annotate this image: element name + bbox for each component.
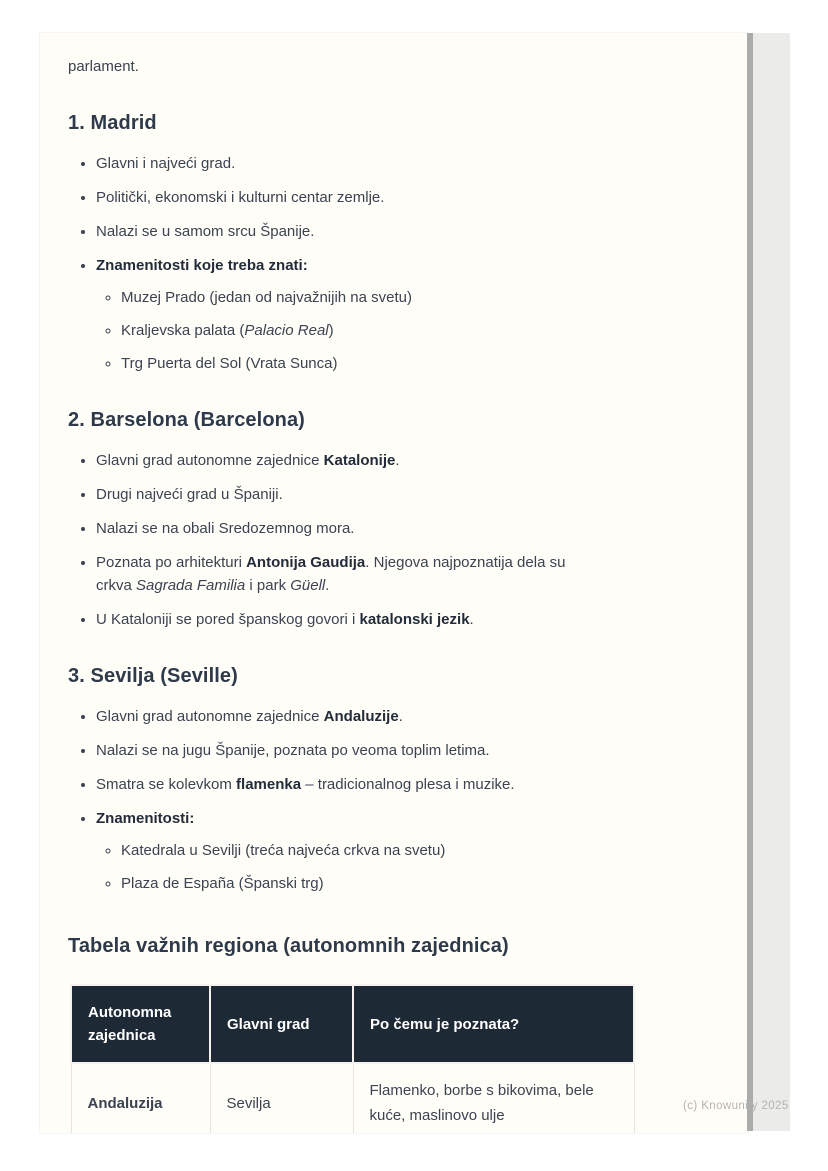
regions-table xyxy=(70,984,635,1133)
text: Nalazi se na jugu Španije, poznata po veoma toplim letima. xyxy=(96,742,490,759)
section-heading: 1. Madrid xyxy=(68,112,157,134)
text: Poznata po arhitekturi xyxy=(96,554,247,571)
list-item xyxy=(96,483,601,506)
italic-text: Palacio Real xyxy=(244,322,329,339)
regions-table-head xyxy=(71,985,634,1063)
text: Politički, ekonomski i kulturni centar zemlje. xyxy=(96,189,385,206)
bold-text: flamenka xyxy=(236,776,302,793)
bold-text: katalonski jezik xyxy=(359,611,470,628)
section-heading: 3. Sevilja (Seville) xyxy=(68,665,238,687)
table-header-cell-known-for: Po čemu je poznata? xyxy=(353,985,634,1063)
regions-table-body xyxy=(71,1063,634,1133)
text: Nalazi se na obali Sredozemnog mora. xyxy=(96,520,355,537)
text: Glavni grad autonomne zajednice xyxy=(96,452,324,469)
text: Plaza de España (Španski trg) xyxy=(121,875,324,892)
list-item xyxy=(96,551,601,597)
bullet-list xyxy=(68,449,708,631)
table-cell xyxy=(353,1063,634,1133)
text: Smatra se kolevkom xyxy=(96,776,237,793)
list-item xyxy=(96,705,601,728)
sub-list-item xyxy=(121,319,601,342)
sub-bullet-list xyxy=(96,286,601,375)
text: Sevilja xyxy=(226,1094,271,1112)
sub-list-item xyxy=(121,872,601,895)
italic-text: Güell xyxy=(290,577,326,594)
text: . xyxy=(395,452,400,469)
text: ) xyxy=(328,322,334,339)
text: . xyxy=(325,577,330,594)
table-cell xyxy=(210,1063,353,1133)
text: Flamenko, borbe s bikovima, bele kuće, maslinovo ulje xyxy=(369,1082,594,1124)
sub-list-item xyxy=(121,839,601,862)
list-item xyxy=(96,152,601,175)
sub-bullet-list xyxy=(96,839,601,895)
section-heading: 2. Barselona (Barcelona) xyxy=(68,409,305,431)
text: Glavni grad autonomne zajednice xyxy=(96,708,324,725)
bold-text: Znamenitosti: xyxy=(96,810,195,827)
table-cell xyxy=(71,1063,210,1133)
list-item xyxy=(96,608,601,631)
bold-text: Andaluzija xyxy=(87,1094,163,1112)
list-item xyxy=(96,220,601,243)
table-header-row xyxy=(71,985,634,1063)
italic-text: Sagrada Familia xyxy=(136,577,246,594)
list-item xyxy=(96,517,601,540)
text: Muzej Prado (jedan od najvažnijih na svetu) xyxy=(121,289,412,306)
text: i park xyxy=(245,577,291,594)
copyright-watermark: (c) Knowunity 2025 xyxy=(683,1100,789,1112)
table-header-cell-capital: Glavni grad xyxy=(210,985,353,1063)
text: Nalazi se u samom srcu Španije. xyxy=(96,223,315,240)
text: . xyxy=(469,611,474,628)
list-item xyxy=(96,807,601,895)
text: Kraljevska palata ( xyxy=(121,322,245,339)
list-item xyxy=(96,186,601,209)
paragraph-parlament: parlament. xyxy=(68,58,139,75)
scrollbar-thumb[interactable] xyxy=(747,33,753,1131)
table-row xyxy=(71,1063,634,1133)
list-item xyxy=(96,773,601,796)
bold-text: Andaluzije xyxy=(323,708,399,725)
list-item xyxy=(96,254,601,375)
list-item xyxy=(96,739,601,762)
sub-list-item xyxy=(121,286,601,309)
table-section-heading: Tabela važnih regiona (autonomnih zajednica) xyxy=(68,935,509,957)
bold-text: Znamenitosti koje treba znati: xyxy=(96,257,308,274)
list-item xyxy=(96,449,601,472)
text: U Kataloniji se pored španskog govori i xyxy=(96,611,360,628)
bullet-list xyxy=(68,152,708,375)
text: Drugi najveći grad u Španiji. xyxy=(96,486,283,503)
bold-text: Antonija Gaudija xyxy=(246,554,366,571)
text: . xyxy=(398,708,403,725)
text: – tradicionalnog plesa i muzike. xyxy=(301,776,515,793)
scrollbar-track[interactable] xyxy=(753,33,790,1131)
text: Glavni i najveći grad. xyxy=(96,155,236,172)
text: . Njegova najpoznatija dela su crkva xyxy=(96,554,566,594)
bold-text: Katalonije xyxy=(323,452,396,469)
sub-list-item xyxy=(121,352,601,375)
bullet-list xyxy=(68,705,708,895)
table-header-cell-region: Autonomna zajednica xyxy=(71,985,210,1063)
document-sections xyxy=(68,112,708,895)
text: Trg Puerta del Sol (Vrata Sunca) xyxy=(121,355,338,372)
text: Katedrala u Sevilji (treća najveća crkva na svetu) xyxy=(121,842,446,859)
document-page xyxy=(40,33,748,1133)
